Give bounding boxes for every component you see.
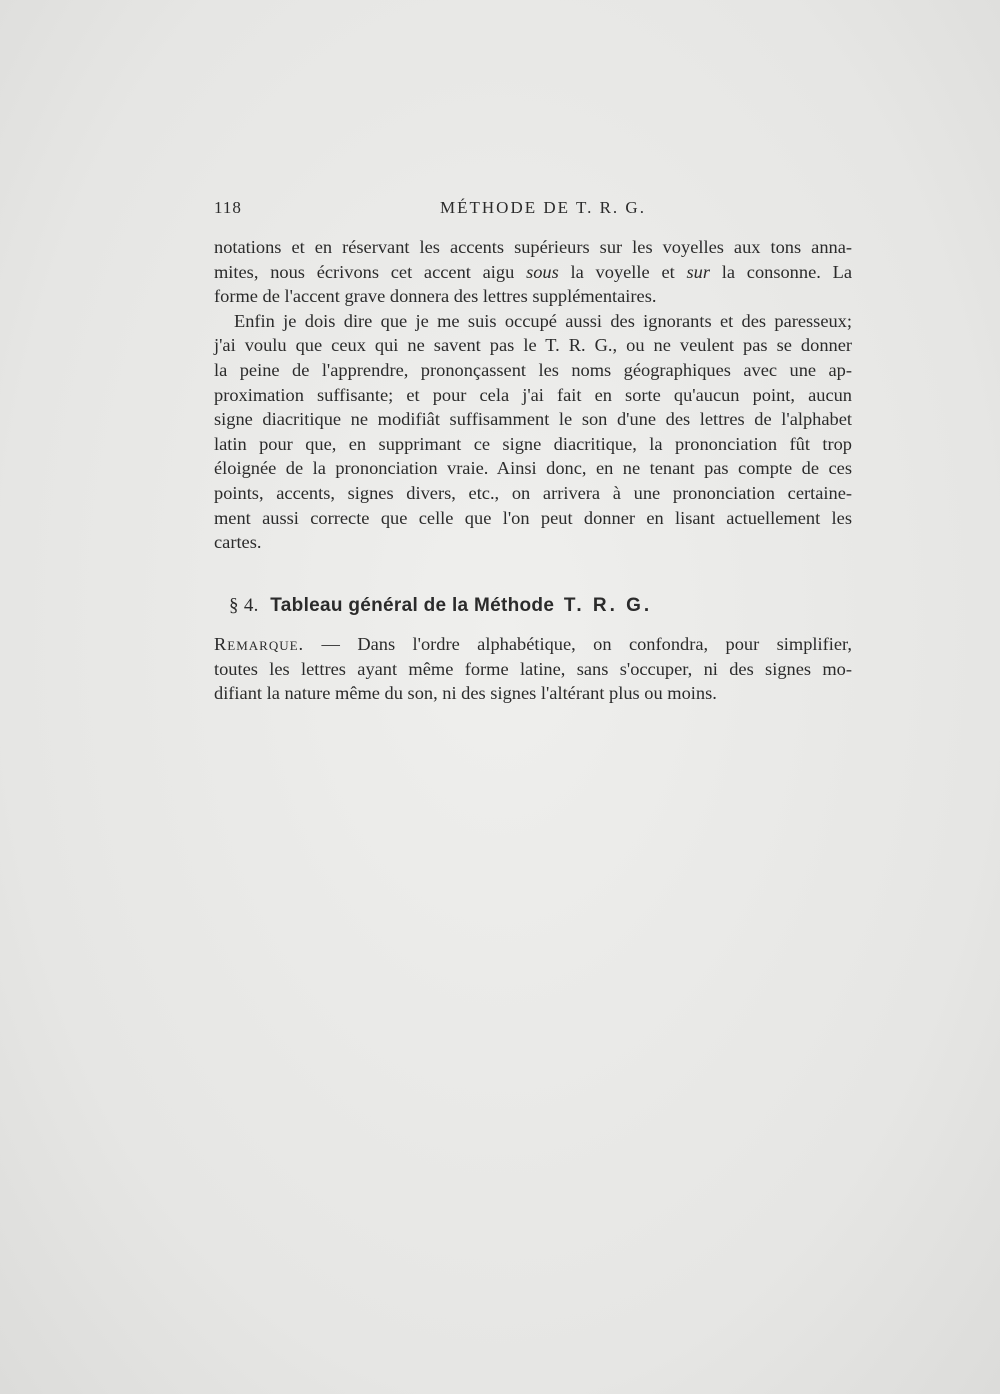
- paragraph-2-line-6: latin pour que, en supprimant ce signe diacritique, la prononciation fût trop: [214, 433, 852, 454]
- paragraph-2-line-1: Enfin je dois dire que je me suis occupé aussi des ignorants et des paresseux;: [234, 310, 852, 331]
- paragraph-1-line-2-mid: la voyelle et: [558, 261, 687, 282]
- running-title: MÉTHODE DE T. R. G.: [440, 198, 646, 217]
- paragraph-1-line-1: notations et en réservant les accents supérieurs sur les voyelles aux tons anna-: [214, 237, 852, 257]
- remark-line-1-rest: — Dans l'ordre alphabétique, on confondra, pour simplifier,: [304, 634, 852, 654]
- remark-text: [214, 632, 852, 706]
- remark-line-1: [214, 632, 852, 657]
- paragraph-1-line-2-start: mites, nous écrivons cet accent aigu: [214, 261, 527, 282]
- paragraph-2-line-5: signe diacritique ne modifiât suffisamment le son d'une des lettres de l'alphabet: [214, 409, 852, 430]
- page-number: 118: [214, 198, 242, 217]
- paragraph-2-line-3: la peine de l'apprendre, prononçassent les noms géographiques avec une ap-: [214, 359, 852, 380]
- section-symbol: § 4.: [229, 595, 259, 616]
- paragraph-2-line-7: éloignée de la prononciation vraie. Ainsi donc, en ne tenant pas compte de ces: [214, 458, 852, 479]
- remark-line-2: toutes les lettres ayant même forme latine, sans s'occuper, ni des signes mo-: [214, 658, 852, 679]
- page-header: [214, 198, 854, 224]
- remark-line-3: difiant la nature même du son, ni des signes l'altérant plus ou moins.: [214, 683, 717, 704]
- section-title: Tableau général de la Méthode: [270, 595, 555, 616]
- paragraph-2-line-8: points, accents, signes divers, etc., on arrivera à une prononciation certaine-: [214, 482, 852, 503]
- body-text: [214, 235, 852, 555]
- remark-label: Remarque.: [214, 634, 305, 654]
- paragraph-1-line-3: forme de l'accent grave donnera des lettres supplémentaires.: [214, 286, 657, 307]
- italic-sur: sur: [686, 261, 710, 282]
- paragraph-2-line-10: cartes.: [214, 532, 262, 553]
- paragraph-2-line-2: j'ai voulu que ceux qui ne savent pas le T. R. G., ou ne veulent pas se donner: [214, 335, 852, 356]
- paragraph-1-line-2-end: la consonne. La: [710, 261, 852, 282]
- paragraph-1-line-2: [214, 260, 852, 285]
- paragraph-2-line-4: proximation suffisante; et pour cela j'ai fait en sorte qu'aucun point, aucun: [214, 384, 852, 405]
- section-heading: [229, 595, 652, 617]
- italic-sous: sous: [526, 261, 559, 282]
- section-title-trg: T. R. G.: [563, 595, 653, 616]
- paragraph-2-line-9: ment aussi correcte que celle que l'on peut donner en lisant actuellement les: [214, 507, 852, 528]
